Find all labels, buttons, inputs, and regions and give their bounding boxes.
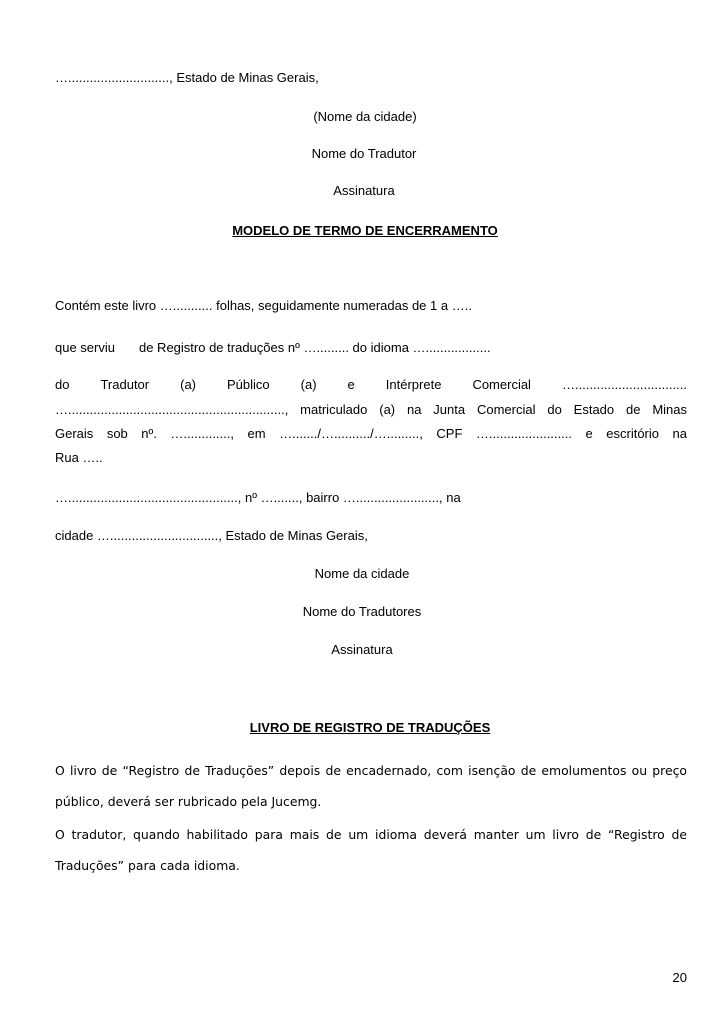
city-name-label-2: Nome da cidade xyxy=(314,566,410,581)
city-state-line-2: cidade ….............................., Estado de Minas Gerais, xyxy=(55,528,368,543)
translator-line-word: (a) xyxy=(180,377,197,392)
closing-term-registry-line xyxy=(55,340,687,356)
registry-book-paragraph-2: O tradutor, quando habilitado para mais de um idioma deverá manter um livro de “Registro de Traduções” para cada idioma. xyxy=(55,827,687,873)
translator-name-label: Nome do Tradutor xyxy=(311,146,417,161)
signature-label-2: Assinatura xyxy=(331,642,393,657)
translator-line-word: Tradutor xyxy=(100,377,150,392)
translator-line-word: Intérprete xyxy=(385,377,442,392)
registry-book-paragraph-1: O livro de “Registro de Traduções” depois de encadernado, com isenção de emolumentos ou preço público, deverá ser rubricado pela Jucemg. xyxy=(55,763,687,809)
translator-line xyxy=(55,377,687,393)
translator-line-word: …............................... xyxy=(561,377,687,392)
registry-book-title xyxy=(220,720,520,736)
registry-book-title-text: LIVRO DE REGISTRO DE TRADUÇÕES xyxy=(249,720,491,735)
translator-line-word: e xyxy=(347,377,355,392)
translator-line-word: Público xyxy=(227,377,270,392)
registration-number-line: Gerais sob nº. …............., em …......./…........../…........., CPF …....................... e escritório na xyxy=(55,426,687,441)
signature-label: Assinatura xyxy=(333,183,395,198)
closing-term-title xyxy=(215,223,515,239)
city-name-label: (Nome da cidade) xyxy=(313,109,417,124)
closing-term-title-text: MODELO DE TERMO DE ENCERRAMENTO xyxy=(232,223,498,238)
registration-line: …............................................................, matriculado (a) na Junta Comercial do Estado de Minas xyxy=(55,402,687,417)
street-line: Rua ….. xyxy=(55,450,103,465)
translator-line-word: Comercial xyxy=(472,377,531,392)
city-state-line: …............................, Estado de Minas Gerais, xyxy=(55,70,319,85)
translator-line-word: (a) xyxy=(300,377,317,392)
registry-line-start: que serviu xyxy=(55,340,115,355)
closing-term-pages-line: Contém este livro …........... folhas, seguidamente numeradas de 1 a ….. xyxy=(55,298,472,313)
registry-line-rest: de Registro de traduções nº …......... do idioma ….................. xyxy=(138,340,491,355)
translator-line-word: do xyxy=(55,377,70,392)
translators-name-label: Nome do Tradutores xyxy=(302,604,422,619)
address-line: …..............................................., nº …......., bairro …......................., na xyxy=(55,490,461,505)
page-number: 20 xyxy=(672,970,687,985)
